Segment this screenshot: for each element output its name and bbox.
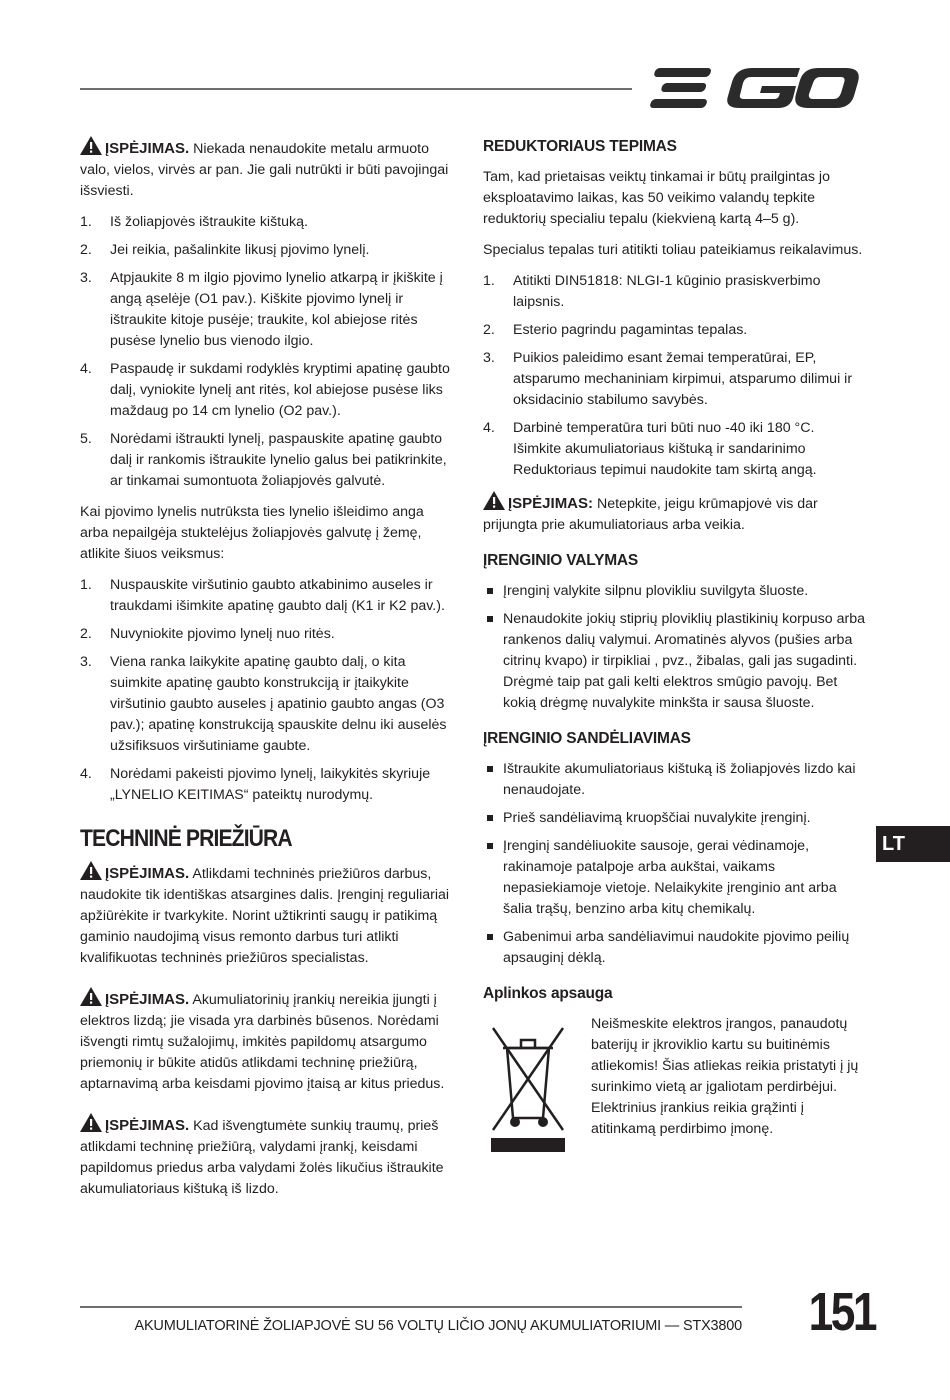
section-heading: ĮRENGINIO VALYMAS [483,552,639,569]
item-text: Atitikti DIN51818: NLGI-1 kūginio prasiskverbimo laipsnis. [513,273,821,310]
list-item [80,575,456,617]
item-number: 2. [80,242,92,258]
item-text: Iš žoliapjovės ištraukite kištuką. [110,214,308,230]
item-number: 3. [80,270,92,286]
warning-block [80,136,456,202]
warning-label: ĮSPĖJIMAS. [105,865,190,882]
ego-logo [650,62,862,114]
list-item [483,808,865,829]
bullet-square-icon [487,616,493,622]
warning-text: Kad išvengtumėte sunkių traumų, prieš atlikdami techninę priežiūrą, valydami įrankį, keisdami papildomus priedus arba valydami žolės likučius ištraukite akumuliatoriaus kištuką iš lizdo. [80,1118,444,1197]
environment-text: Neišmeskite elektros įrangos, panaudotų baterijų ir įkroviklio kartu su buitinėmis atliekomis! Šias atliekas reikia pristatyti į jų surinkimo vietą ar įgaliotam perdirbėjui. Elektrinius įrankius reikia grąžinti į atitinkamą perdirbimo įmonę. [591,1016,859,1137]
warning-icon [483,491,505,510]
warning-label: ĮSPĖJIMAS. [105,1117,190,1134]
weee-crossed-bin-icon [487,1018,569,1154]
language-tab: LT [876,826,950,862]
item-number: 1. [483,273,495,289]
list-item [80,240,456,261]
warning-icon [80,136,102,155]
footer-text: AKUMULIATORINĖ ŽOLIAPJOVĖ SU 56 VOLTŲ LIČIO JONŲ AKUMULIATORIUMI — STX3800 [134,1318,742,1334]
section-heading: TECHNINĖ PRIEŽIŪRA [80,825,292,852]
item-number: 1. [80,214,92,230]
warning-label: ĮSPĖJIMAS. [105,140,190,157]
list-item [483,759,865,801]
warning-block [80,861,456,969]
list-item [80,764,456,806]
bullet-square-icon [487,766,493,772]
list-item [483,418,865,481]
warning-text: Akumuliatorinių įrankių nereikia įjungti į elektros lizdą; jie visada yra darbinės būsenos. Norėdami išvengti rimtų sužalojimų, imkitės papildomų atsargumo priemonių ir būkite atidūs atlikdami techninę priežiūrą, aptarnavimą arba keisdami pjovimo įtaisą ar kitus priedus. [80,992,445,1092]
warning-icon [80,861,102,880]
item-text: Nenaudokite jokių stiprių ploviklių plastikinių korpuso arba rankenos dalių valymui. Aromatinės alyvos (pušies arba citrinų kvapo) ir tirpikliai , pvz., žibalas, gali jas sugadinti. Drėgmė taip pat gali kelti elektros smūgio pavojų. Bet kokią drėgmę nuvalykite minkšta ir sausa šluoste. [503,611,865,711]
item-text: Darbinė temperatūra turi būti nuo -40 iki 180 °C. Išimkite akumuliatoriaus kištuką ir sandarinimo Reduktoriaus tepimui naudokite tam skirtą angą. [513,420,817,478]
item-text: Esterio pagrindu pagamintas tepalas. [513,322,748,338]
item-number: 5. [80,431,92,447]
list-item [80,429,456,492]
bullet-square-icon [487,934,493,940]
section-heading: Aplinkos apsauga [483,985,613,1002]
warning-block [80,987,456,1095]
item-number: 2. [483,322,495,338]
item-text: Norėdami ištraukti lynelį, paspauskite apatinę gaubto dalį ir rankomis ištraukite lynelio galus bei patikrinkite, ar tinkamai sumontuota žoliapjovės galvutė. [110,431,447,489]
section-heading: REDUKTORIAUS TEPIMAS [483,138,677,155]
bullet-square-icon [487,588,493,594]
environment-block [483,1014,865,1164]
item-number: 4. [80,361,92,377]
warning-text: Niekada nenaudokite metalu armuoto valo, vielos, virvės ar pan. Jie gali nutrūkti ir būti pavojingai išsviesti. [80,141,449,199]
item-text: Jei reikia, pašalinkite likusį pjovimo lynelį. [110,242,370,258]
item-text: Viena ranka laikykite apatinę gaubto dalį, o kita suimkite apatinę gaubto konstrukciją ir įtaikykite viršutinio gaubto auseles į apatinio gaubto angas (O3 pav.); apatinę konstrukciją spauskite delnu iki auselės užsifiksuos viršutiniame gaubte. [110,654,447,754]
item-text: Puikios paleidimo esant žemai temperatūrai, EP, atsparumo mechaniniam kirpimui, atsparumo dilimui ir oksidacinio stabilumo savybės. [513,350,853,408]
warning-text: Netepkite, jeigu krūmapjovė vis dar prijungta prie akumuliatoriaus arba veikia. [483,496,818,533]
paragraph: Specialus tepalas turi atitikti toliau pateikiamus reikalavimus. [483,242,863,258]
list-item [483,271,865,313]
list-item [483,320,865,341]
list-item [80,652,456,757]
section-heading: ĮRENGINIO SANDĖLIAVIMAS [483,730,691,747]
item-number: 4. [80,766,92,782]
footer-rule [80,1306,742,1308]
line-steps-list [80,212,456,492]
item-text: Norėdami pakeisti pjovimo lynelį, laikykitės skyriuje „LYNELIO KEITIMAS“ pateiktų nurodymų. [110,766,431,803]
left-column [80,136,456,1210]
warning-block [80,1113,456,1200]
list-item [80,359,456,422]
item-number: 3. [80,654,92,670]
storage-list [483,759,865,969]
list-item [483,348,865,411]
item-text: Įrenginį sandėliuokite sausoje, gerai vėdinamoje, rakinamoje patalpoje arba aukštai, vaikams nepasiekiamoje vietoje. Nelaikykite įrenginio ant arba šalia trąšų, benzino arba kitų chemikalų. [503,838,837,917]
item-number: 3. [483,350,495,366]
item-text: Atpjaukite 8 m ilgio pjovimo lynelio atkarpą ir įkiškite į angą ąselėje (O1 pav.). Kiškite pjovimo lynelį ir ištraukite kitoje pusėje; traukite, kol abiejose ritės pusėse lynelio bus vienodo ilgio. [110,270,443,349]
paragraph: Tam, kad prietaisas veiktų tinkamai ir būtų prailgintas jo eksploatavimo laikas, kas 50 veikimo valandų tepkite reduktorių specialiu tepalu (kiekvieną kartą 4–5 g). [483,169,830,227]
item-text: Paspaudę ir sukdami rodyklės kryptimi apatinę gaubto dalį, vyniokite lynelį ant ritės, kol abiejose pusėse liks maždaug po 14 cm lynelio (O2 pav.). [110,361,450,419]
warning-label: ĮSPĖJIMAS. [105,991,190,1008]
list-item [483,581,865,602]
list-item [483,836,865,920]
item-text: Nuspauskite viršutinio gaubto atkabinimo auseles ir traukdami išimkite apatinę gaubto dalį (K1 ir K2 pav.). [110,577,445,614]
warning-icon [80,1113,102,1132]
warning-block [483,491,865,536]
list-item [80,268,456,352]
warning-label: ĮSPĖJIMAS: [508,495,594,512]
list-item [80,624,456,645]
header-rule [80,88,632,90]
replace-steps-list [80,575,456,806]
page-number: 151 [808,1282,876,1342]
item-text: Nuvyniokite pjovimo lynelį nuo ritės. [110,626,335,642]
right-column [483,136,865,1164]
item-number: 4. [483,420,495,436]
warning-text: Atlikdami techninės priežiūros darbus, naudokite tik identiškas atsargines dalis. Įrenginį reguliariai apžiūrėkite ir tvarkykite. Norint užtikrinti saugų ir patikimą gaminio naudojimą visus remonto darbus turi atlikti kvalifikuotas techninės priežiūros specialistas. [80,866,450,966]
cleaning-list [483,581,865,714]
item-text: Gabenimui arba sandėliavimui naudokite pjovimo peilių apsauginį dėklą. [503,929,850,966]
list-item [483,609,865,714]
warning-icon [80,987,102,1006]
item-text: Ištraukite akumuliatoriaus kištuką iš žoliapjovės lizdo kai nenaudojate. [503,761,856,798]
lube-requirements-list [483,271,865,481]
bullet-square-icon [487,843,493,849]
bullet-square-icon [487,815,493,821]
list-item [80,212,456,233]
item-text: Prieš sandėliavimą kruopščiai nuvalykite įrenginį. [503,810,811,826]
item-number: 1. [80,577,92,593]
item-number: 2. [80,626,92,642]
paragraph: Kai pjovimo lynelis nutrūksta ties lynelio išleidimo anga arba nepailgėja stuktelėjus žoliapjovės galvutę į žemę, atlikite šiuos veiksmus: [80,504,424,562]
list-item [483,927,865,969]
item-text: Įrenginį valykite silpnu plovikliu suvilgyta šluoste. [503,583,809,599]
